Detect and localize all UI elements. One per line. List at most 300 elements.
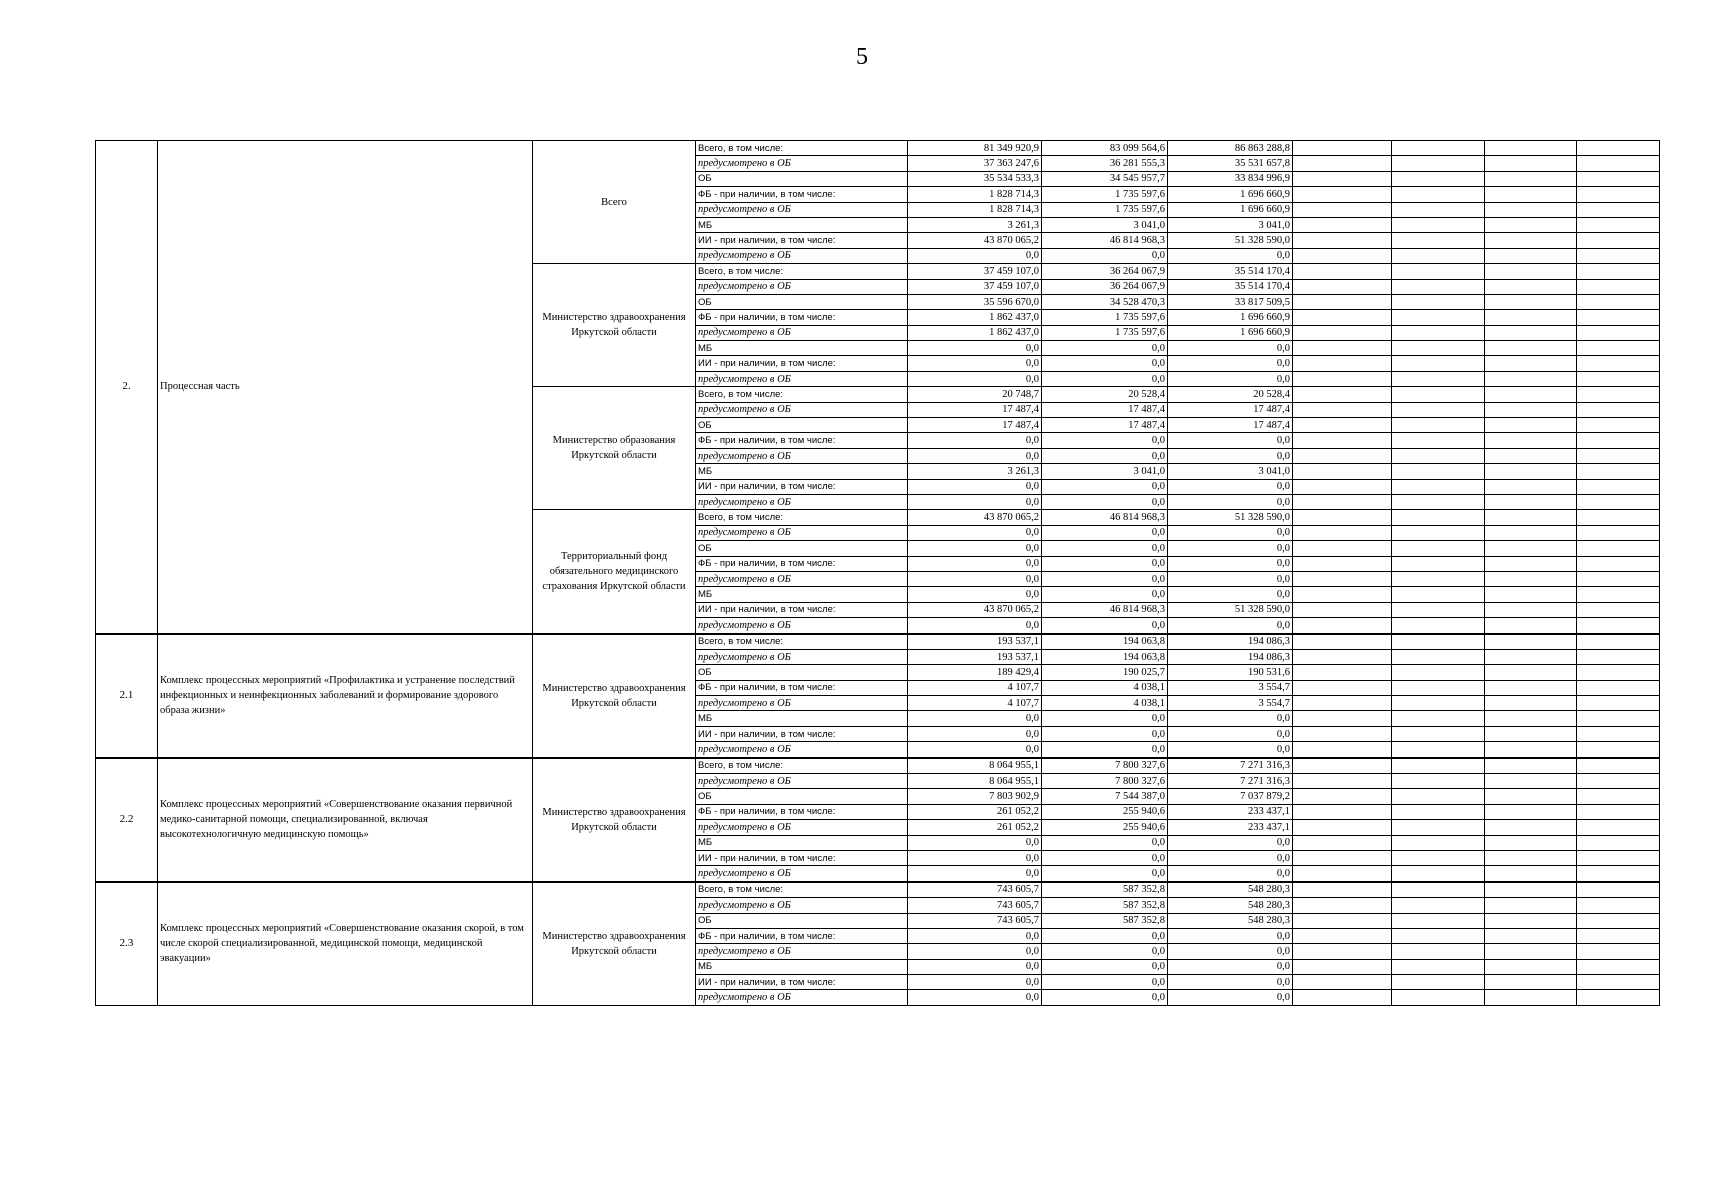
empty-cell (1485, 742, 1577, 758)
funding-source-label: предусмотрено в ОБ (696, 618, 908, 634)
empty-cell (1293, 898, 1392, 913)
empty-cell (1577, 959, 1660, 974)
empty-cell (1392, 448, 1485, 463)
empty-cell (1577, 726, 1660, 741)
value-cell: 86 863 288,8 (1168, 141, 1293, 156)
empty-cell (1577, 202, 1660, 217)
value-cell: 51 328 590,0 (1168, 602, 1293, 617)
empty-cell (1293, 141, 1392, 156)
empty-cell (1577, 448, 1660, 463)
table-row (96, 758, 1660, 774)
empty-cell (1293, 279, 1392, 294)
empty-cell (1577, 279, 1660, 294)
value-cell: 0,0 (908, 928, 1042, 943)
funding-source-label: предусмотрено в ОБ (696, 494, 908, 509)
value-cell: 35 514 170,4 (1168, 264, 1293, 279)
funding-source-label: Всего, в том числе: (696, 387, 908, 402)
value-cell: 0,0 (1168, 990, 1293, 1005)
empty-cell (1577, 371, 1660, 386)
empty-cell (1485, 556, 1577, 571)
value-cell: 3 041,0 (1168, 464, 1293, 479)
value-cell: 261 052,2 (908, 804, 1042, 819)
empty-cell (1392, 156, 1485, 171)
funding-source-label: предусмотрено в ОБ (696, 742, 908, 758)
value-cell: 0,0 (908, 944, 1042, 959)
empty-cell (1577, 665, 1660, 680)
empty-cell (1577, 944, 1660, 959)
empty-cell (1392, 634, 1485, 650)
funding-source-label: Всего, в том числе: (696, 634, 908, 650)
empty-cell (1577, 525, 1660, 540)
funding-source-label: МБ (696, 464, 908, 479)
empty-cell (1485, 975, 1577, 990)
empty-cell (1392, 294, 1485, 309)
empty-cell (1392, 556, 1485, 571)
value-cell: 190 025,7 (1042, 665, 1168, 680)
empty-cell (1577, 990, 1660, 1005)
empty-cell (1392, 433, 1485, 448)
value-cell: 1 696 660,9 (1168, 187, 1293, 202)
value-cell: 3 554,7 (1168, 696, 1293, 711)
value-cell: 0,0 (1042, 479, 1168, 494)
empty-cell (1293, 233, 1392, 248)
empty-cell (1577, 602, 1660, 617)
funding-source-label: МБ (696, 959, 908, 974)
empty-cell (1293, 171, 1392, 186)
empty-cell (1392, 541, 1485, 556)
empty-cell (1293, 665, 1392, 680)
empty-cell (1293, 944, 1392, 959)
value-cell: 17 487,4 (1168, 418, 1293, 433)
value-cell: 0,0 (908, 556, 1042, 571)
empty-cell (1293, 804, 1392, 819)
empty-cell (1293, 494, 1392, 509)
empty-cell (1577, 649, 1660, 664)
funding-source-label: ФБ - при наличии, в том числе: (696, 680, 908, 695)
value-cell: 193 537,1 (908, 634, 1042, 650)
empty-cell (1392, 571, 1485, 586)
value-cell: 17 487,4 (1042, 418, 1168, 433)
value-cell: 83 099 564,6 (1042, 141, 1168, 156)
value-cell: 0,0 (908, 975, 1042, 990)
empty-cell (1577, 556, 1660, 571)
empty-cell (1577, 898, 1660, 913)
empty-cell (1577, 758, 1660, 774)
empty-cell (1485, 602, 1577, 617)
empty-cell (1577, 696, 1660, 711)
value-cell: 17 487,4 (908, 418, 1042, 433)
value-cell: 0,0 (1042, 975, 1168, 990)
empty-cell (1485, 248, 1577, 263)
value-cell: 46 814 968,3 (1042, 510, 1168, 525)
value-cell: 0,0 (908, 448, 1042, 463)
empty-cell (1293, 571, 1392, 586)
budget-table-body (96, 141, 1660, 1006)
value-cell: 0,0 (1042, 341, 1168, 356)
empty-cell (1577, 418, 1660, 433)
empty-cell (1293, 711, 1392, 726)
empty-cell (1293, 248, 1392, 263)
value-cell: 37 459 107,0 (908, 264, 1042, 279)
section-number: 2. (96, 141, 158, 634)
empty-cell (1485, 913, 1577, 928)
value-cell: 0,0 (1168, 618, 1293, 634)
empty-cell (1293, 742, 1392, 758)
empty-cell (1485, 680, 1577, 695)
executor-name: Территориальный фонд обязательного медицинского страхования Иркутской области (533, 510, 696, 634)
empty-cell (1293, 602, 1392, 617)
empty-cell (1485, 387, 1577, 402)
executor-name: Министерство здравоохранения Иркутской области (533, 264, 696, 387)
empty-cell (1485, 494, 1577, 509)
value-cell: 3 041,0 (1042, 217, 1168, 232)
empty-cell (1485, 418, 1577, 433)
value-cell: 0,0 (908, 479, 1042, 494)
value-cell: 7 800 327,6 (1042, 774, 1168, 789)
funding-source-label: предусмотрено в ОБ (696, 156, 908, 171)
value-cell: 0,0 (1168, 341, 1293, 356)
value-cell: 0,0 (908, 866, 1042, 882)
value-cell: 4 038,1 (1042, 680, 1168, 695)
funding-source-label: предусмотрено в ОБ (696, 649, 908, 664)
value-cell: 743 605,7 (908, 898, 1042, 913)
value-cell: 3 041,0 (1168, 217, 1293, 232)
value-cell: 34 545 957,7 (1042, 171, 1168, 186)
value-cell: 33 817 509,5 (1168, 294, 1293, 309)
value-cell: 0,0 (1042, 587, 1168, 602)
empty-cell (1293, 217, 1392, 232)
value-cell: 0,0 (1042, 448, 1168, 463)
empty-cell (1392, 898, 1485, 913)
funding-source-label: предусмотрено в ОБ (696, 696, 908, 711)
value-cell: 17 487,4 (908, 402, 1042, 417)
empty-cell (1293, 341, 1392, 356)
value-cell: 35 514 170,4 (1168, 279, 1293, 294)
empty-cell (1577, 711, 1660, 726)
empty-cell (1485, 696, 1577, 711)
value-cell: 0,0 (1168, 835, 1293, 850)
funding-source-label: предусмотрено в ОБ (696, 898, 908, 913)
value-cell: 743 605,7 (908, 882, 1042, 898)
value-cell: 0,0 (1168, 571, 1293, 586)
empty-cell (1392, 525, 1485, 540)
empty-cell (1293, 310, 1392, 325)
empty-cell (1577, 402, 1660, 417)
value-cell: 587 352,8 (1042, 913, 1168, 928)
value-cell: 36 264 067,9 (1042, 279, 1168, 294)
empty-cell (1392, 479, 1485, 494)
value-cell: 3 261,3 (908, 464, 1042, 479)
empty-cell (1577, 928, 1660, 943)
empty-cell (1293, 387, 1392, 402)
empty-cell (1293, 510, 1392, 525)
value-cell: 0,0 (1042, 525, 1168, 540)
value-cell: 43 870 065,2 (908, 510, 1042, 525)
empty-cell (1577, 866, 1660, 882)
empty-cell (1293, 433, 1392, 448)
empty-cell (1392, 758, 1485, 774)
funding-source-label: ОБ (696, 665, 908, 680)
empty-cell (1392, 665, 1485, 680)
value-cell: 7 037 879,2 (1168, 789, 1293, 804)
empty-cell (1485, 510, 1577, 525)
empty-cell (1392, 387, 1485, 402)
empty-cell (1485, 171, 1577, 186)
value-cell: 43 870 065,2 (908, 602, 1042, 617)
funding-source-label: предусмотрено в ОБ (696, 248, 908, 263)
executor-name: Министерство образования Иркутской области (533, 387, 696, 510)
funding-source-label: МБ (696, 711, 908, 726)
empty-cell (1392, 325, 1485, 340)
budget-table (95, 140, 1660, 1006)
section-number: 2.1 (96, 634, 158, 758)
empty-cell (1392, 975, 1485, 990)
empty-cell (1392, 789, 1485, 804)
funding-source-label: ОБ (696, 913, 908, 928)
empty-cell (1293, 758, 1392, 774)
funding-source-label: ФБ - при наличии, в том числе: (696, 928, 908, 943)
section-number: 2.2 (96, 758, 158, 882)
value-cell: 7 800 327,6 (1042, 758, 1168, 774)
value-cell: 193 537,1 (908, 649, 1042, 664)
executor-name: Министерство здравоохранения Иркутской области (533, 634, 696, 758)
empty-cell (1392, 402, 1485, 417)
empty-cell (1485, 279, 1577, 294)
value-cell: 0,0 (1042, 850, 1168, 865)
value-cell: 0,0 (1042, 711, 1168, 726)
empty-cell (1485, 726, 1577, 741)
empty-cell (1577, 789, 1660, 804)
value-cell: 0,0 (908, 356, 1042, 371)
empty-cell (1485, 944, 1577, 959)
funding-source-label: ИИ - при наличии, в том числе: (696, 850, 908, 865)
empty-cell (1485, 820, 1577, 835)
value-cell: 33 834 996,9 (1168, 171, 1293, 186)
empty-cell (1485, 990, 1577, 1005)
value-cell: 0,0 (1168, 711, 1293, 726)
value-cell: 0,0 (908, 541, 1042, 556)
empty-cell (1485, 866, 1577, 882)
value-cell: 0,0 (908, 990, 1042, 1005)
value-cell: 0,0 (1042, 371, 1168, 386)
empty-cell (1293, 448, 1392, 463)
funding-source-label: ФБ - при наличии, в том числе: (696, 556, 908, 571)
value-cell: 3 041,0 (1042, 464, 1168, 479)
empty-cell (1392, 310, 1485, 325)
empty-cell (1392, 742, 1485, 758)
empty-cell (1392, 913, 1485, 928)
empty-cell (1392, 944, 1485, 959)
empty-cell (1577, 804, 1660, 819)
empty-cell (1577, 541, 1660, 556)
empty-cell (1293, 866, 1392, 882)
value-cell: 4 107,7 (908, 696, 1042, 711)
empty-cell (1577, 294, 1660, 309)
value-cell: 0,0 (908, 494, 1042, 509)
value-cell: 587 352,8 (1042, 898, 1168, 913)
value-cell: 255 940,6 (1042, 804, 1168, 819)
empty-cell (1577, 387, 1660, 402)
empty-cell (1577, 264, 1660, 279)
value-cell: 0,0 (1042, 248, 1168, 263)
value-cell: 0,0 (1042, 742, 1168, 758)
value-cell: 0,0 (1168, 248, 1293, 263)
value-cell: 17 487,4 (1168, 402, 1293, 417)
value-cell: 0,0 (1042, 433, 1168, 448)
empty-cell (1485, 789, 1577, 804)
funding-source-label: Всего, в том числе: (696, 264, 908, 279)
value-cell: 194 086,3 (1168, 634, 1293, 650)
value-cell: 0,0 (908, 433, 1042, 448)
empty-cell (1293, 634, 1392, 650)
empty-cell (1577, 356, 1660, 371)
empty-cell (1392, 726, 1485, 741)
empty-cell (1485, 525, 1577, 540)
empty-cell (1485, 356, 1577, 371)
funding-source-label: предусмотрено в ОБ (696, 820, 908, 835)
section-number: 2.3 (96, 882, 158, 1006)
value-cell: 1 735 597,6 (1042, 202, 1168, 217)
empty-cell (1485, 634, 1577, 650)
funding-source-label: предусмотрено в ОБ (696, 866, 908, 882)
empty-cell (1293, 587, 1392, 602)
empty-cell (1392, 217, 1485, 232)
value-cell: 7 803 902,9 (908, 789, 1042, 804)
value-cell: 3 554,7 (1168, 680, 1293, 695)
value-cell: 3 261,3 (908, 217, 1042, 232)
value-cell: 0,0 (908, 371, 1042, 386)
empty-cell (1485, 835, 1577, 850)
funding-source-label: МБ (696, 341, 908, 356)
value-cell: 0,0 (908, 726, 1042, 741)
empty-cell (1577, 571, 1660, 586)
funding-source-label: предусмотрено в ОБ (696, 402, 908, 417)
empty-cell (1577, 820, 1660, 835)
value-cell: 233 437,1 (1168, 804, 1293, 819)
empty-cell (1293, 525, 1392, 540)
empty-cell (1392, 587, 1485, 602)
value-cell: 0,0 (908, 587, 1042, 602)
value-cell: 0,0 (908, 959, 1042, 974)
empty-cell (1577, 171, 1660, 186)
value-cell: 1 735 597,6 (1042, 325, 1168, 340)
value-cell: 194 063,8 (1042, 649, 1168, 664)
empty-cell (1392, 835, 1485, 850)
funding-source-label: ОБ (696, 789, 908, 804)
empty-cell (1485, 774, 1577, 789)
empty-cell (1485, 202, 1577, 217)
value-cell: 35 596 670,0 (908, 294, 1042, 309)
empty-cell (1485, 187, 1577, 202)
value-cell: 35 534 533,3 (908, 171, 1042, 186)
empty-cell (1392, 248, 1485, 263)
empty-cell (1392, 711, 1485, 726)
value-cell: 0,0 (908, 618, 1042, 634)
empty-cell (1485, 711, 1577, 726)
empty-cell (1392, 804, 1485, 819)
value-cell: 0,0 (1168, 944, 1293, 959)
empty-cell (1577, 680, 1660, 695)
funding-source-label: предусмотрено в ОБ (696, 279, 908, 294)
empty-cell (1392, 618, 1485, 634)
value-cell: 4 038,1 (1042, 696, 1168, 711)
funding-source-label: ОБ (696, 294, 908, 309)
empty-cell (1392, 233, 1485, 248)
funding-source-label: ОБ (696, 171, 908, 186)
value-cell: 17 487,4 (1042, 402, 1168, 417)
empty-cell (1293, 774, 1392, 789)
funding-source-label: предусмотрено в ОБ (696, 448, 908, 463)
value-cell: 0,0 (908, 571, 1042, 586)
empty-cell (1485, 448, 1577, 463)
empty-cell (1485, 371, 1577, 386)
funding-source-label: ФБ - при наличии, в том числе: (696, 804, 908, 819)
empty-cell (1485, 541, 1577, 556)
page-number: 5 (856, 44, 868, 70)
empty-cell (1577, 479, 1660, 494)
empty-cell (1485, 850, 1577, 865)
empty-cell (1392, 990, 1485, 1005)
empty-cell (1485, 264, 1577, 279)
value-cell: 0,0 (1042, 541, 1168, 556)
empty-cell (1293, 680, 1392, 695)
value-cell: 1 735 597,6 (1042, 310, 1168, 325)
empty-cell (1293, 464, 1392, 479)
empty-cell (1577, 774, 1660, 789)
empty-cell (1577, 310, 1660, 325)
empty-cell (1577, 325, 1660, 340)
empty-cell (1293, 479, 1392, 494)
empty-cell (1485, 571, 1577, 586)
empty-cell (1485, 618, 1577, 634)
value-cell: 548 280,3 (1168, 913, 1293, 928)
executor-name: Всего (533, 141, 696, 264)
value-cell: 0,0 (1042, 835, 1168, 850)
empty-cell (1577, 217, 1660, 232)
value-cell: 0,0 (1168, 928, 1293, 943)
value-cell: 1 828 714,3 (908, 187, 1042, 202)
value-cell: 261 052,2 (908, 820, 1042, 835)
value-cell: 0,0 (1042, 356, 1168, 371)
value-cell: 548 280,3 (1168, 882, 1293, 898)
value-cell: 46 814 968,3 (1042, 602, 1168, 617)
value-cell: 0,0 (1168, 866, 1293, 882)
value-cell: 0,0 (908, 835, 1042, 850)
value-cell: 0,0 (1168, 587, 1293, 602)
empty-cell (1577, 494, 1660, 509)
value-cell: 51 328 590,0 (1168, 233, 1293, 248)
empty-cell (1293, 649, 1392, 664)
empty-cell (1293, 789, 1392, 804)
value-cell: 0,0 (1168, 556, 1293, 571)
empty-cell (1485, 928, 1577, 943)
empty-cell (1293, 835, 1392, 850)
value-cell: 194 063,8 (1042, 634, 1168, 650)
empty-cell (1293, 959, 1392, 974)
empty-cell (1392, 264, 1485, 279)
empty-cell (1392, 510, 1485, 525)
empty-cell (1485, 141, 1577, 156)
empty-cell (1392, 464, 1485, 479)
empty-cell (1392, 418, 1485, 433)
empty-cell (1577, 634, 1660, 650)
empty-cell (1392, 356, 1485, 371)
value-cell: 0,0 (1042, 618, 1168, 634)
value-cell: 0,0 (1168, 975, 1293, 990)
funding-source-label: ИИ - при наличии, в том числе: (696, 479, 908, 494)
empty-cell (1293, 928, 1392, 943)
funding-source-label: Всего, в том числе: (696, 882, 908, 898)
